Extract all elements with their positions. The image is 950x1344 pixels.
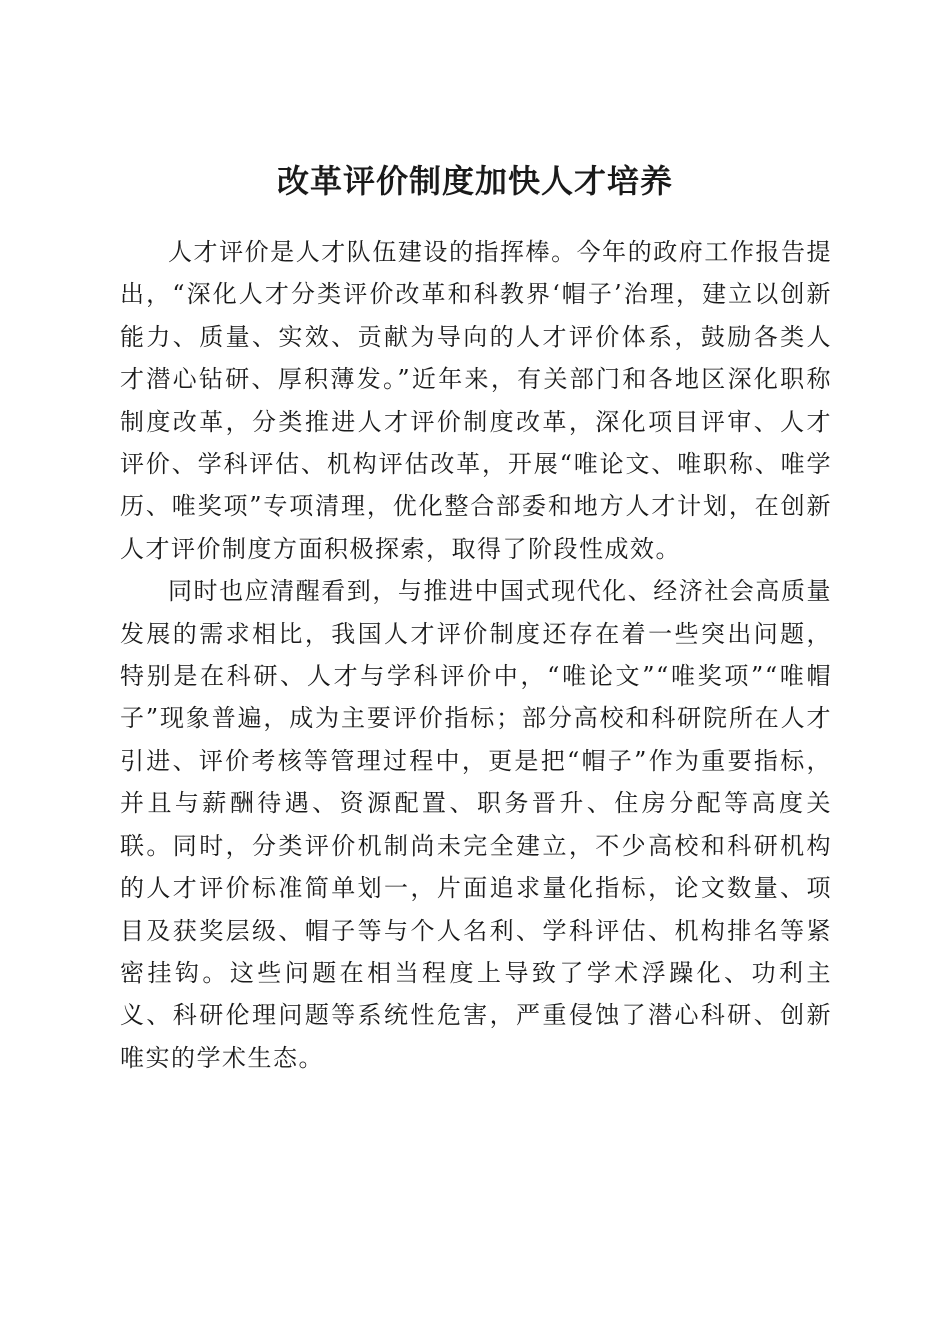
document-body xyxy=(120,231,832,1079)
paragraph-2: 同时也应清醒看到，与推进中国式现代化、经济社会高质量发展的需求相比，我国人才评价制度还存在着一些突出问题，特别是在科研、人才与学科评价中，“唯论文”“唯奖项”“唯帽子”现象普遍，成为主要评价指标；部分高校和科研院所在人才引进、评价考核等管理过程中，更是把“帽子”作为重要指标，并且与薪酬待遇、资源配置、职务晋升、住房分配等高度关联。同时，分类评价机制尚未完全建立，不少高校和科研机构的人才评价标准简单划一，片面追求量化指标，论文数量、项目及获奖层级、帽子等与个人名利、学科评估、机构排名等紧密挂钩。这些问题在相当程度上导致了学术浮躁化、功利主义、科研伦理问题等系统性危害，严重侵蚀了潜心科研、创新唯实的学术生态。 xyxy=(120,577,832,1072)
paragraph-1: 人才评价是人才队伍建设的指挥棒。今年的政府工作报告提出，“深化人才分类评价改革和科教界‘帽子’治理，建立以创新能力、质量、实效、贡献为导向的人才评价体系，鼓励各类人才潜心钻研、厚积薄发。”近年来，有关部门和各地区深化职称制度改革，分类推进人才评价制度改革，深化项目评审、人才评价、学科评估、机构评估改革，开展“唯论文、唯职称、唯学历、唯奖项”专项清理，优化整合部委和地方人才计划，在创新人才评价制度方面积极探索，取得了阶段性成效。 xyxy=(120,238,832,563)
document-title: 改革评价制度加快人才培养 xyxy=(276,162,673,201)
